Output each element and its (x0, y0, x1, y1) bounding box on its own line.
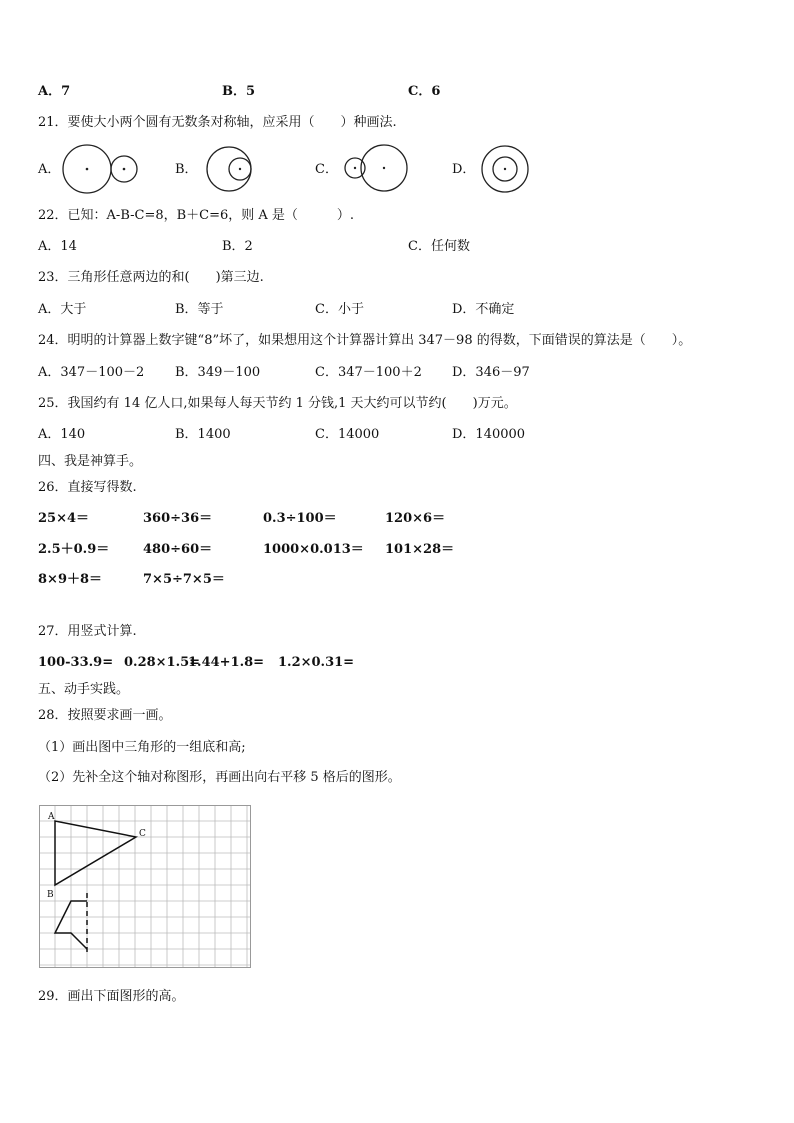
q28-grid-figure (39, 805, 251, 968)
q22-option-b: B．2 (222, 239, 253, 254)
q21-label-b: B． (175, 162, 198, 177)
q26-row1-item3: 0.3÷100＝ (263, 511, 337, 526)
section-4-heading: 四、我是神算手。 (38, 454, 143, 469)
q26-question: 26．直接写得数. (38, 480, 137, 495)
q22-option-c: C．任何数 (408, 239, 470, 254)
q24-option-a: A．347－100－2 (38, 365, 145, 380)
q20-option-c: C．6 (408, 84, 441, 99)
q25-option-d: D．140000 (452, 427, 526, 442)
q28-sub2: （2）先补全这个轴对称图形，再画出向右平移 5 格后的图形。 (38, 770, 401, 785)
q25-option-b: B．1400 (175, 427, 231, 442)
q20-option-b: B．5 (222, 84, 256, 99)
q29-question: 29．画出下面图形的高。 (38, 989, 185, 1004)
q25-option-c: C．14000 (315, 427, 380, 442)
section-5-heading: 五、动手实践。 (38, 682, 130, 697)
q26-row2-item2: 480÷60＝ (143, 542, 213, 557)
q26-row1-item1: 25×4＝ (38, 511, 90, 526)
q25-option-a: A．140 (38, 427, 86, 442)
q26-row3-item2: 7×5÷7×5＝ (143, 572, 225, 587)
figure-d-circles (482, 146, 528, 192)
q21-label-d: D． (452, 162, 476, 177)
q26-row1-item2: 360÷36＝ (143, 511, 213, 526)
point-label-a: A (48, 812, 55, 822)
q25-question: 25．我国约有 14 亿人口,如果每人每天节约 1 分钱,1 天大约可以节约( )万元。 (38, 396, 517, 411)
q28-sub1: （1）画出图中三角形的一组底和高; (38, 740, 246, 755)
q26-row2-item1: 2.5＋0.9＝ (38, 542, 110, 557)
q24-option-d: D．346－97 (452, 365, 530, 380)
q26-row2-item3: 1000×0.013＝ (263, 542, 364, 557)
figure-a-circles (63, 145, 137, 193)
figure-b-circles (207, 147, 251, 191)
q21-label-c: C． (315, 162, 338, 177)
q21-label-a: A． (38, 162, 61, 177)
q24-question: 24．明明的计算器上数字键“8”坏了，如果想用这个计算器计算出 347－98 的得数，下面错误的算法是（ ）。 (38, 333, 692, 348)
q22-option-a: A．14 (38, 239, 77, 254)
q27-question: 27．用竖式计算. (38, 624, 137, 639)
q27-item4: 1.2×0.31= (278, 655, 355, 670)
q22-question: 22．已知：A-B-C=8，B＋C=6，则 A 是（ ）. (38, 208, 355, 223)
figure-c-circles (345, 145, 407, 191)
q23-option-d: D．不确定 (452, 302, 515, 317)
q26-row2-item4: 101×28＝ (385, 542, 455, 557)
q26-row1-item4: 120×6＝ (385, 511, 446, 526)
q24-option-c: C．347－100＋2 (315, 365, 422, 380)
point-label-b: B (47, 890, 54, 900)
q23-question: 23．三角形任意两边的和( )第三边. (38, 270, 264, 285)
q21-question: 21．要使大小两个圆有无数条对称轴，应采用（ ）种画法. (38, 115, 397, 130)
q27-item1: 100-33.9= (38, 655, 114, 670)
q28-question: 28．按照要求画一画。 (38, 708, 172, 723)
q27-item2: 0.28×1.5= (124, 655, 201, 670)
q23-option-a: A．大于 (38, 302, 87, 317)
point-label-c: C (139, 829, 146, 839)
q23-option-c: C．小于 (315, 302, 364, 317)
q23-option-b: B．等于 (175, 302, 224, 317)
q20-option-a: A．7 (38, 84, 71, 99)
q27-item3: 1.44+1.8= (188, 655, 265, 670)
q26-row3-item1: 8×9＋8＝ (38, 572, 103, 587)
q24-option-b: B．349－100 (175, 365, 261, 380)
grid-svg (39, 805, 251, 968)
